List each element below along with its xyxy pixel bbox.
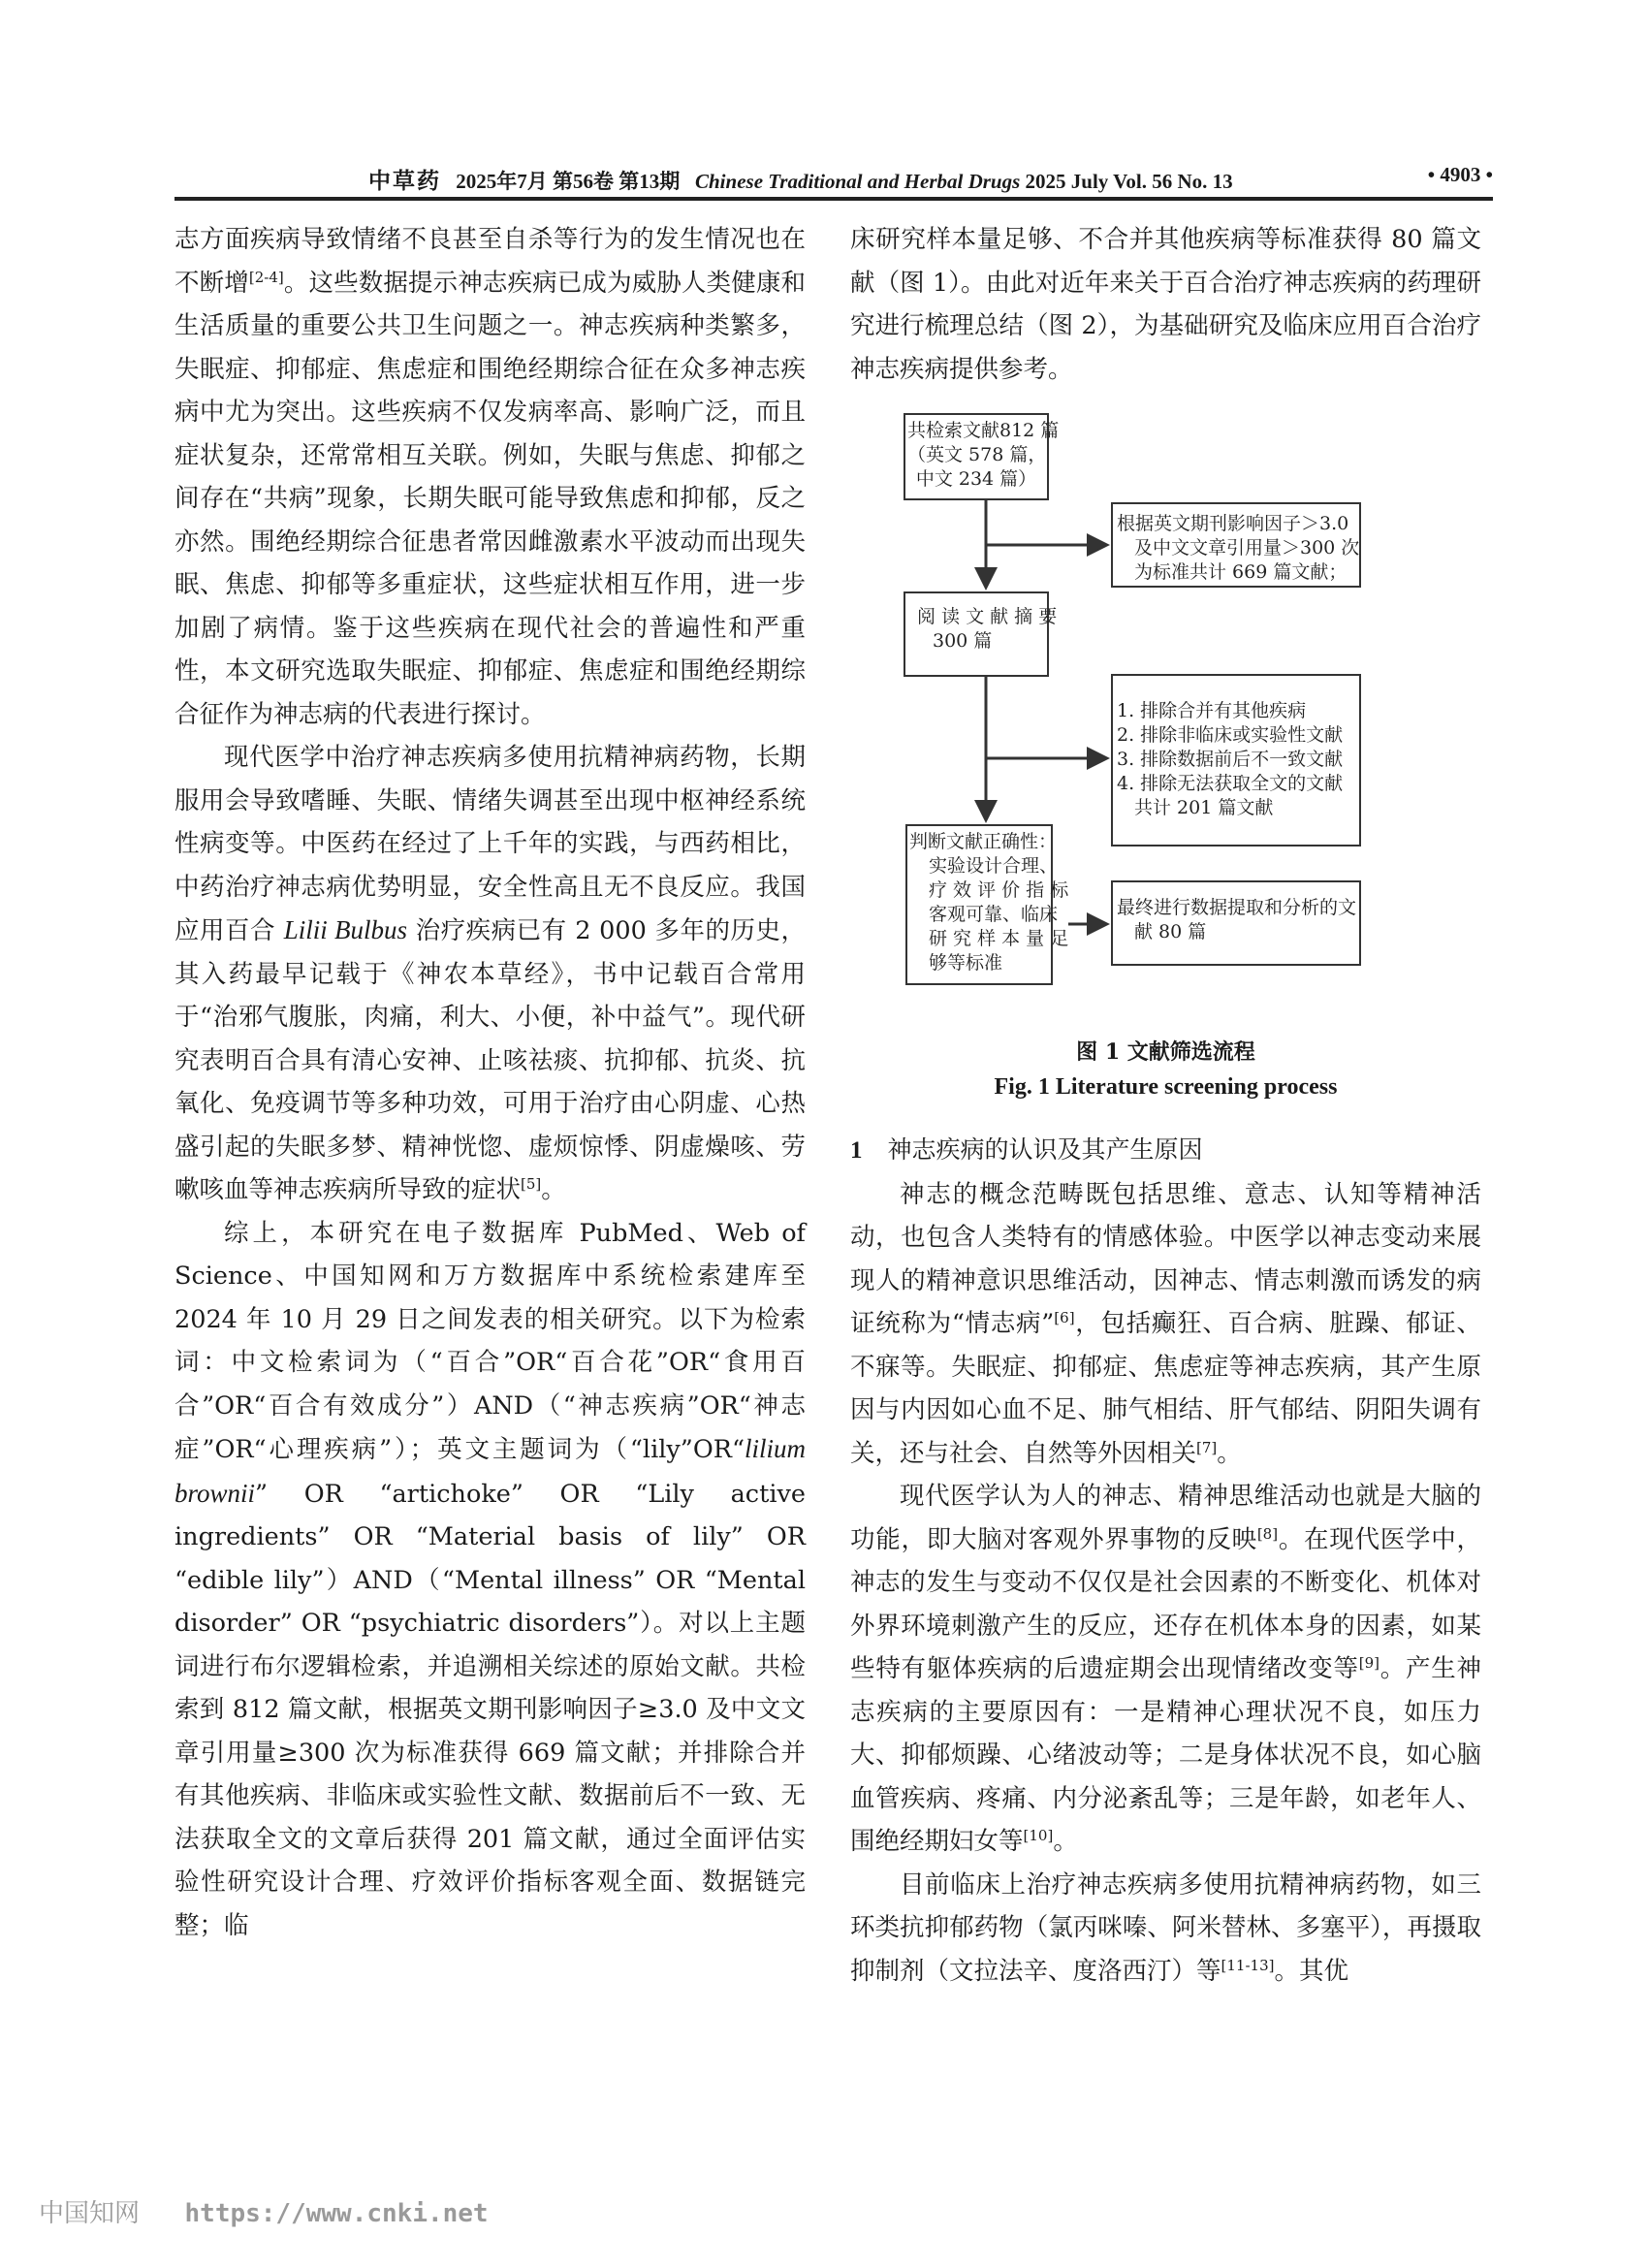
box-exclusions: 1. 排除合并有其他疾病 2. 排除非临床或实验性文献 3. 排除数据前后不一致文献 4. 排除无法获取全文的文献 共计 201 篇文献 — [1111, 674, 1361, 847]
paragraph: 现代医学认为人的神志、精神思维活动也就是大脑的功能，即大脑对客观外界事物的反映[8]。在现代医学中，神志的发生与变动不仅仅是社会因素的不断变化、机体对外界环境刺激产生的反应，还存在机体本身的因素，如某些特有躯体疾病的后遗症期会出现情绪改变等[9]。产生神志疾病的主要原因有：一是精神心理状况不良，如压力大、抑郁烦躁、心绪波动等；二是身体状况不良，如心脑血管疾病、疼痛、内分泌紊乱等；三是年龄，如老年人、围绝经期妇女等[10]。 — [850, 1482, 1481, 1856]
right-column — [850, 218, 1481, 391]
section-heading — [850, 1129, 1481, 1173]
paragraph: 神志的概念范畴既包括思维、意志、认知等精神活动，也包含人类特有的情感体验。中医学以神志变动来展现人的精神意识思维活动，因神志、情志刺激而诱发的病证统称为“情志病”[6]，包括癫狂、百合病、脏躁、郁证、不寐等。失眠症、抑郁症、焦虑症等神志疾病，其产生原因与内因如心血不足、肺气相结、肝气郁结、阴阳失调有关，还与社会、自然等外因相关[7]。 — [850, 1179, 1481, 1468]
header-rule — [174, 197, 1493, 201]
latin-name: Lilii Bulbus — [283, 915, 407, 944]
header-text — [368, 163, 1233, 195]
latin-name: lilium brownii — [174, 1434, 806, 1508]
paragraph: 现代医学中治疗神志疾病多使用抗精神病药物，长期服用会导致嗜睡、失眠、情绪失调甚至出现中枢神经系统性病变等。中医药在经过了上千年的实践，与西药相比，中药治疗神志病优势明显，安全性高且无不良反应。我国应用百合 Lilii Bulbus 治疗疾病已有 2 000 多年的历史，其入药最早记载于《神农本草经》，书中记载百合常用于“治邪气腹胀，肉痛，利大、小便，补中益气”。现代研究表明百合具有清心安神、止咳祛痰、抗抑郁、抗炎、抗氧化、免疫调节等多种功效，可用于治疗由心阴虚、心热盛引起的失眠多梦、精神恍惚、虚烦惊悸、阴虚燥咳、劳嗽咳血等神志疾病所导致的症状[5]。 — [174, 743, 807, 1204]
figure-caption-cn: 图 1 文献筛选流程 — [1076, 1039, 1255, 1065]
running-header — [174, 163, 1493, 196]
paragraph: 志方面疾病导致情绪不良甚至自杀等行为的发生情况也在不断增[2-4]。这些数据提示神志疾病已成为威胁人类健康和生活质量的重要公共卫生问题之一。神志疾病种类繁多，失眠症、抑郁症、焦虑症和围绝经期综合征在众多神志疾病中尤为突出。这些疾病不仅发病率高、影响广泛，而且症状复杂，还常常相互关联。例如，失眠与焦虑、抑郁之间存在“共病”现象，长期失眠可能导致焦虑和抑郁，反之亦然。围绝经期综合征患者常因雌激素水平波动而出现失眠、焦虑、抑郁等多重症状，这些症状相互作用，进一步加剧了病情。鉴于这些疾病在现代社会的普遍性和严重性，本文研究选取失眠症、抑郁症、焦虑症和围绝经期综合征作为神志病的代表进行探讨。 — [174, 225, 806, 729]
paragraph: 目前临床上治疗神志疾病多使用抗精神病药物，如三环类抗抑郁药物（氯丙咪嗪、阿米替林、多塞平），再摄取抑制剂（文拉法辛、度洛西汀）等[11-13]。其优 — [850, 1869, 1481, 1986]
figure-caption-en: Fig. 1 Literature screening process — [994, 1074, 1338, 1100]
citation-ref[interactable]: [11-13] — [1221, 1956, 1275, 1974]
box-read-abstracts: 阅 读 文 献 摘 要 300 篇 — [904, 591, 1049, 677]
figure-1-flowchart — [892, 405, 1454, 1006]
paragraph: 床研究样本量足够、不合并其他疾病等标准获得 80 篇文献（图 1）。由此对近年来关于百合治疗神志疾病的药理研究进行梳理总结（图 2），为基础研究及临床应用百合治疗神志疾病提供参考。 — [850, 225, 1481, 384]
right-column-continued — [850, 1129, 1481, 1993]
box-validity-check: 判断文献正确性： 实验设计合理、 疗 效 评 价 指 标 客观可靠、临床 研 究 样 本 量 足 够等标准 — [905, 824, 1053, 985]
issue-cn: 2025年7月 第56卷 第13期 — [456, 170, 681, 193]
footer-watermark — [39, 2193, 489, 2229]
citation-ref[interactable]: [8] — [1256, 1524, 1279, 1543]
box-total-retrieved: 共检索文献812 篇 （英文 578 篇， 中文 234 篇） — [904, 413, 1049, 500]
issue-en: 2025 July Vol. 56 No. 13 — [1025, 170, 1233, 193]
citation-ref[interactable]: [7] — [1196, 1438, 1218, 1456]
citation-ref[interactable]: [5] — [521, 1175, 542, 1193]
site-name: 中国知网 — [39, 2199, 141, 2228]
page-number: • 4903 • — [1427, 163, 1493, 186]
citation-ref[interactable]: [10] — [1023, 1827, 1054, 1844]
citation-ref[interactable]: [2-4] — [248, 268, 284, 286]
section-title: 神志疾病的认识及其产生原因 — [887, 1135, 1203, 1164]
box-inclusion-criteria: 根据英文期刊影响因子＞3.0 及中文文章引用量＞300 次 为标准共计 669 篇文献； — [1111, 502, 1361, 588]
journal-en: Chinese Traditional and Herbal Drugs — [695, 170, 1021, 193]
citation-ref[interactable]: [6] — [1054, 1309, 1075, 1326]
section-number: 1 — [850, 1137, 863, 1164]
site-url[interactable]: https://www.cnki.net — [184, 2199, 489, 2228]
box-final-included: 最终进行数据提取和分析的文 献 80 篇 — [1111, 880, 1361, 966]
journal-logo: 中草药 — [368, 168, 441, 194]
paragraph: 综上，本研究在电子数据库 PubMed、Web of Science、中国知网和万方数据库中系统检索建库至 2024 年 10 月 29 日之间发表的相关研究。以下为检索词：中文检索词为（“百合”OR“百合花”OR“食用百合”OR“百合有效成分”）AND（“神志疾病”OR“神志症”OR“心理疾病”）；英文主题词为（“lily”OR“lilium brownii” OR “artichoke” OR “Lily active ingredients” OR “Material basis of lily” OR “edible lily”）AND（“Mental illness” OR “Mental disorder” OR “psychiatric disorders”）。对以上主题词进行布尔逻辑检索，并追溯相关综述的原始文献。共检索到 812 篇文献，根据英文期刊影响因子≥3.0 及中文文章引用量≥300 次为标准获得 669 篇文献；并排除合并有其他疾病、非临床或实验性文献、数据前后不一致、无法获取全文的文章后获得 201 篇文献，通过全面评估实验性研究设计合理、疗效评价指标客观全面、数据链完整；临 — [174, 1218, 806, 1940]
left-column — [174, 218, 806, 1947]
citation-ref[interactable]: [9] — [1358, 1654, 1380, 1672]
